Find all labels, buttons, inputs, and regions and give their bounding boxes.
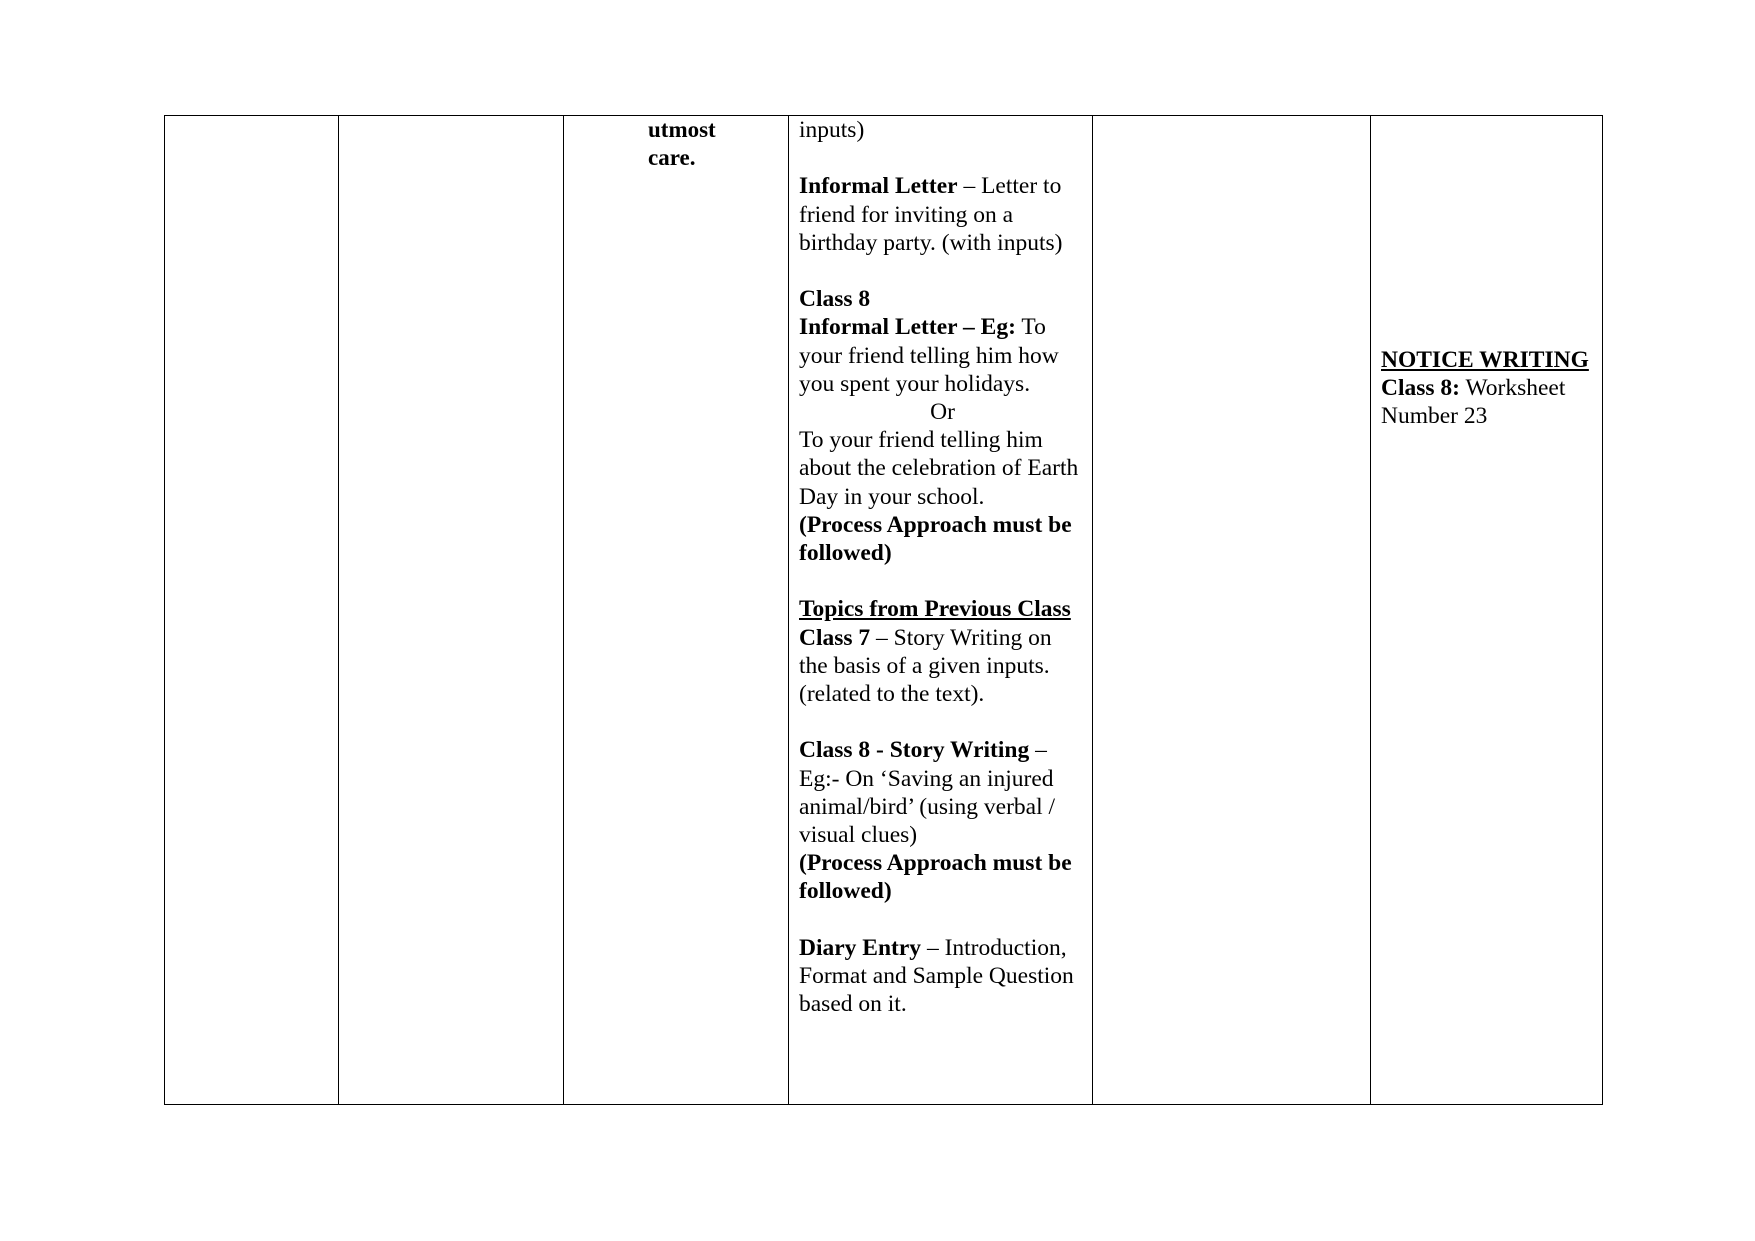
col3-line-2: care. [648,145,696,171]
previous-topics-heading: Topics from Previous Class [799,596,1071,623]
cell-col6 [1371,116,1603,1105]
informal-letter-1-text: – Letter to friend for inviting on a birthday party. (with inputs) [799,173,1063,256]
lesson-plan-table [164,115,1603,1105]
diary-text: – Introduction, Format and Sample Question based on it. [799,934,1074,1018]
process-approach-note-2: (Process Approach must be followed) [799,850,1072,905]
class8-story-head: Class 8 - Story Writing [799,737,1030,764]
diary-entry [799,934,1086,1019]
or-separator: Or [930,399,955,425]
cell-col3 [564,116,789,1105]
class7-text: – Story Writing on the basis of a given inputs. (related to the text). [799,624,1052,708]
cell-col4 [789,116,1093,1105]
class7-story [799,624,1086,709]
class8-worksheet [1381,374,1596,430]
col3-content [564,116,788,172]
class8-heading: Class 8 [799,286,871,313]
notice-writing-heading: NOTICE WRITING [1381,347,1589,373]
col4-content [789,116,1092,1018]
col3-line-1: utmost [648,117,716,142]
informal-letter-2-head: Informal Letter – Eg: [799,314,1016,341]
informal-letter-2-text: To your friend telling him how you spent your holidays. [799,314,1059,397]
informal-letter-2 [799,313,1086,398]
inputs-continuation: inputs) [799,117,865,143]
class8-worksheet-text: Worksheet Number 23 [1381,375,1566,430]
informal-letter-1-head: Informal Letter [799,173,958,200]
process-approach-note-1: (Process Approach must be followed) [799,511,1072,567]
col6-content [1371,116,1602,431]
diary-head: Diary Entry [799,934,922,961]
class8-story [799,736,1086,849]
class7-head: Class 7 [799,624,871,651]
cell-col5 [1093,116,1371,1105]
table-row [165,116,1603,1105]
informal-letter-2-alt: To your friend telling him about the celebration of Earth Day in your school. [799,427,1079,510]
cell-col2 [339,116,564,1105]
cell-col1 [165,116,339,1105]
class8-story-text: – Eg:- On ‘Saving an injured animal/bird’ (using verbal / visual clues) [799,737,1056,849]
class8-worksheet-label: Class 8: [1381,375,1460,402]
informal-letter-1 [799,172,1086,257]
